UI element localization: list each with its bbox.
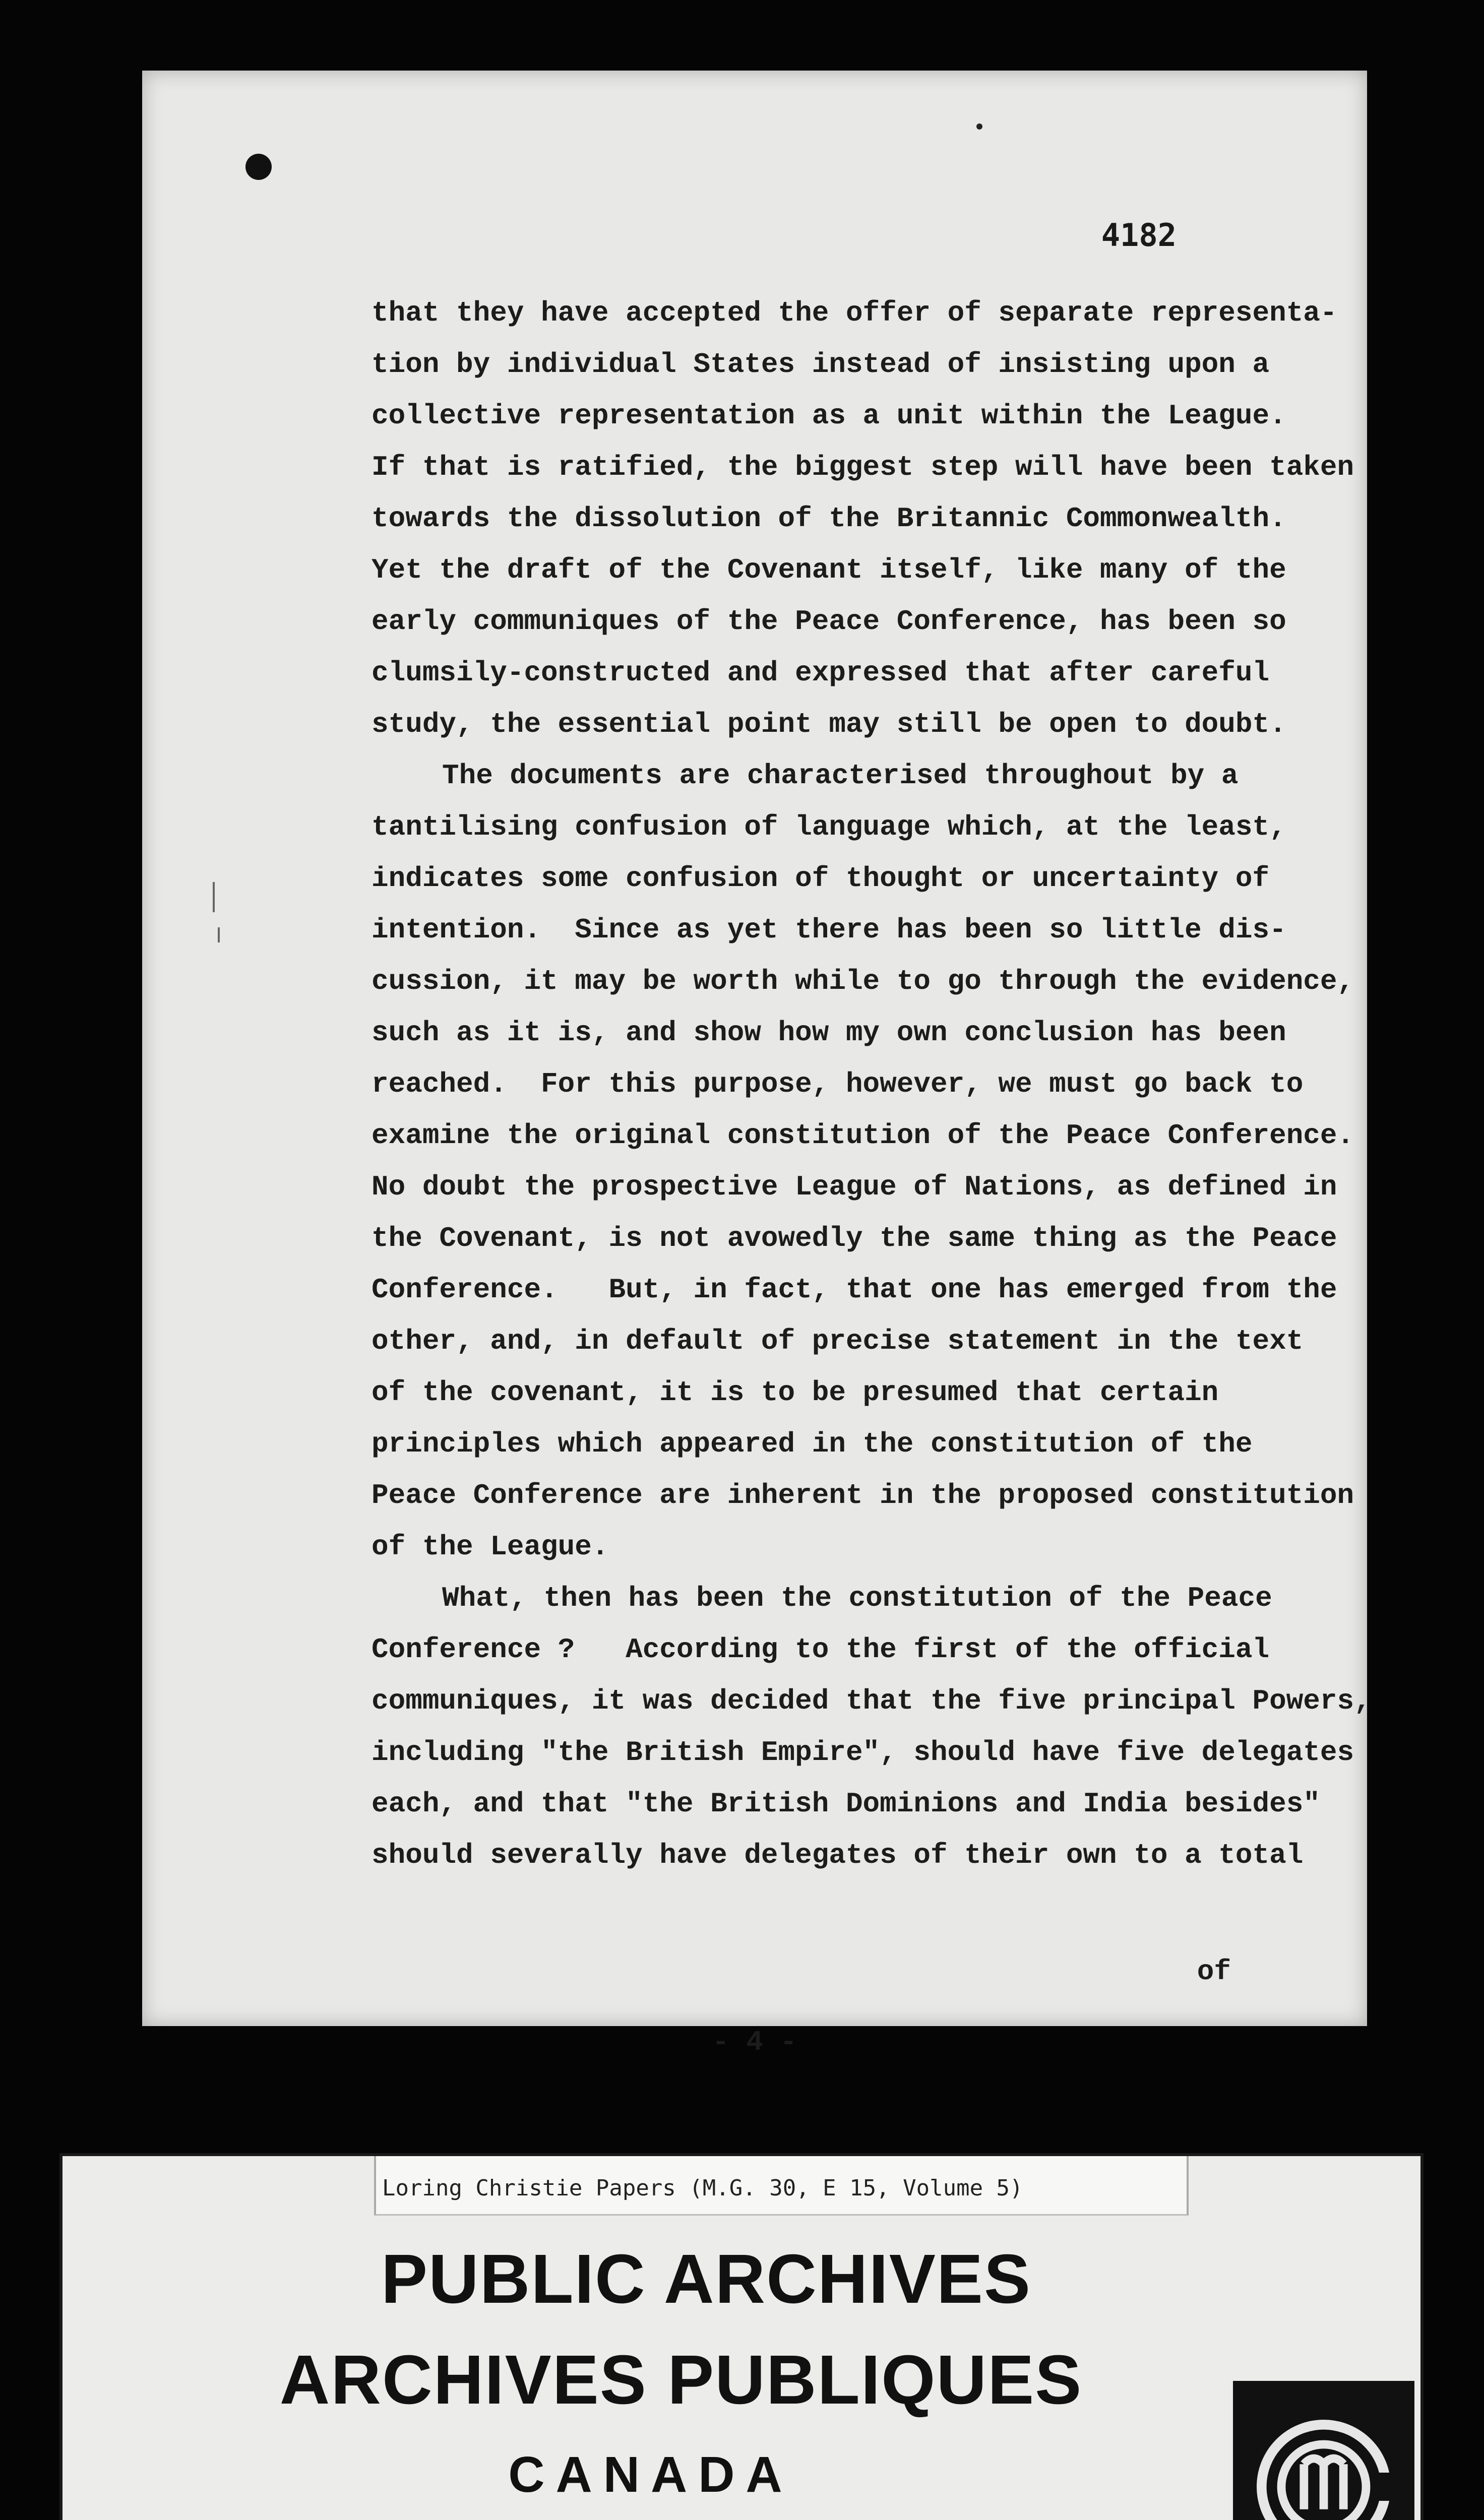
text-line: communiques, it was decided that the five principal Powers, xyxy=(372,1685,1371,1717)
archives-country: CANADA xyxy=(508,2446,793,2503)
text-line: each, and that "the British Dominions and India besides" xyxy=(372,1788,1320,1820)
text-line: The documents are characterised throughout by a xyxy=(442,760,1239,792)
text-line: the Covenant, is not avowedly the same thing as the Peace xyxy=(372,1222,1337,1254)
text-line: principles which appeared in the constitution of the xyxy=(372,1428,1253,1460)
text-line: tantilising confusion of language which, at the least, xyxy=(372,811,1286,843)
page-number: 4182 xyxy=(1101,217,1177,254)
text-line: study, the essential point may still be open to doubt. xyxy=(372,708,1286,740)
text-line: Peace Conference are inherent in the proposed constitution xyxy=(372,1479,1354,1511)
text-line: reached. For this purpose, however, we must go back to xyxy=(372,1068,1304,1100)
text-line: Yet the draft of the Covenant itself, like many of the xyxy=(372,554,1286,586)
punch-hole-mark xyxy=(245,154,272,180)
text-line: intention. Since as yet there has been so little dis- xyxy=(372,914,1286,946)
text-line: Conference. But, in fact, that one has emerged from the xyxy=(372,1274,1337,1306)
text-line: examine the original constitution of the Peace Conference. xyxy=(372,1119,1354,1152)
archives-stamp xyxy=(59,2153,1424,2520)
typescript-page xyxy=(142,71,1371,2058)
archives-logo xyxy=(1233,2381,1414,2520)
text-line: No doubt the prospective League of Nations, as defined in xyxy=(372,1171,1337,1203)
archives-title-en: PUBLIC ARCHIVES xyxy=(381,2240,1031,2318)
text-line: of the covenant, it is to be presumed that certain xyxy=(372,1376,1219,1409)
folio: - 4 - xyxy=(712,2026,797,2058)
text-line: should severally have delegates of their own to a total xyxy=(372,1839,1304,1871)
collection-label xyxy=(374,2156,1189,2216)
text-line: early communiques of the Peace Conference, has been so xyxy=(372,605,1286,638)
text-line: indicates some confusion of thought or uncertainty of xyxy=(372,862,1270,895)
text-line: including "the British Empire", should have five delegates xyxy=(372,1736,1354,1769)
text-line: cussion, it may be worth while to go through the evidence, xyxy=(372,965,1354,997)
text-line: If that is ratified, the biggest step will have been taken xyxy=(372,451,1354,483)
text-line: clumsily-constructed and expressed that after careful xyxy=(372,657,1270,689)
collection-label-text: Loring Christie Papers (M.G. 30, E 15, Volume 5) xyxy=(382,2175,1023,2201)
text-line: What, then has been the constitution of the Peace xyxy=(442,1582,1272,1614)
archives-title-fr: ARCHIVES PUBLIQUES xyxy=(279,2341,1083,2419)
text-line: tion by individual States instead of insisting upon a xyxy=(372,348,1270,381)
text-line: such as it is, and show how my own conclusion has been xyxy=(372,1017,1286,1049)
text-line: Conference ? According to the first of the official xyxy=(372,1633,1270,1666)
public-archives-canada-logo-icon xyxy=(1253,2416,1394,2520)
text-line: of the League. xyxy=(372,1531,609,1563)
body-text xyxy=(372,287,1410,1881)
margin-mark xyxy=(218,927,220,942)
text-line: that they have accepted the offer of separate representa- xyxy=(372,297,1337,329)
text-line: towards the dissolution of the Britannic Commonwealth. xyxy=(372,502,1286,535)
text-line: other, and, in default of precise statement in the text xyxy=(372,1325,1304,1357)
text-line: collective representation as a unit within the League. xyxy=(372,400,1286,432)
speck-mark xyxy=(976,123,982,130)
margin-mark xyxy=(213,882,215,912)
catchword: of xyxy=(1197,1956,1231,1988)
